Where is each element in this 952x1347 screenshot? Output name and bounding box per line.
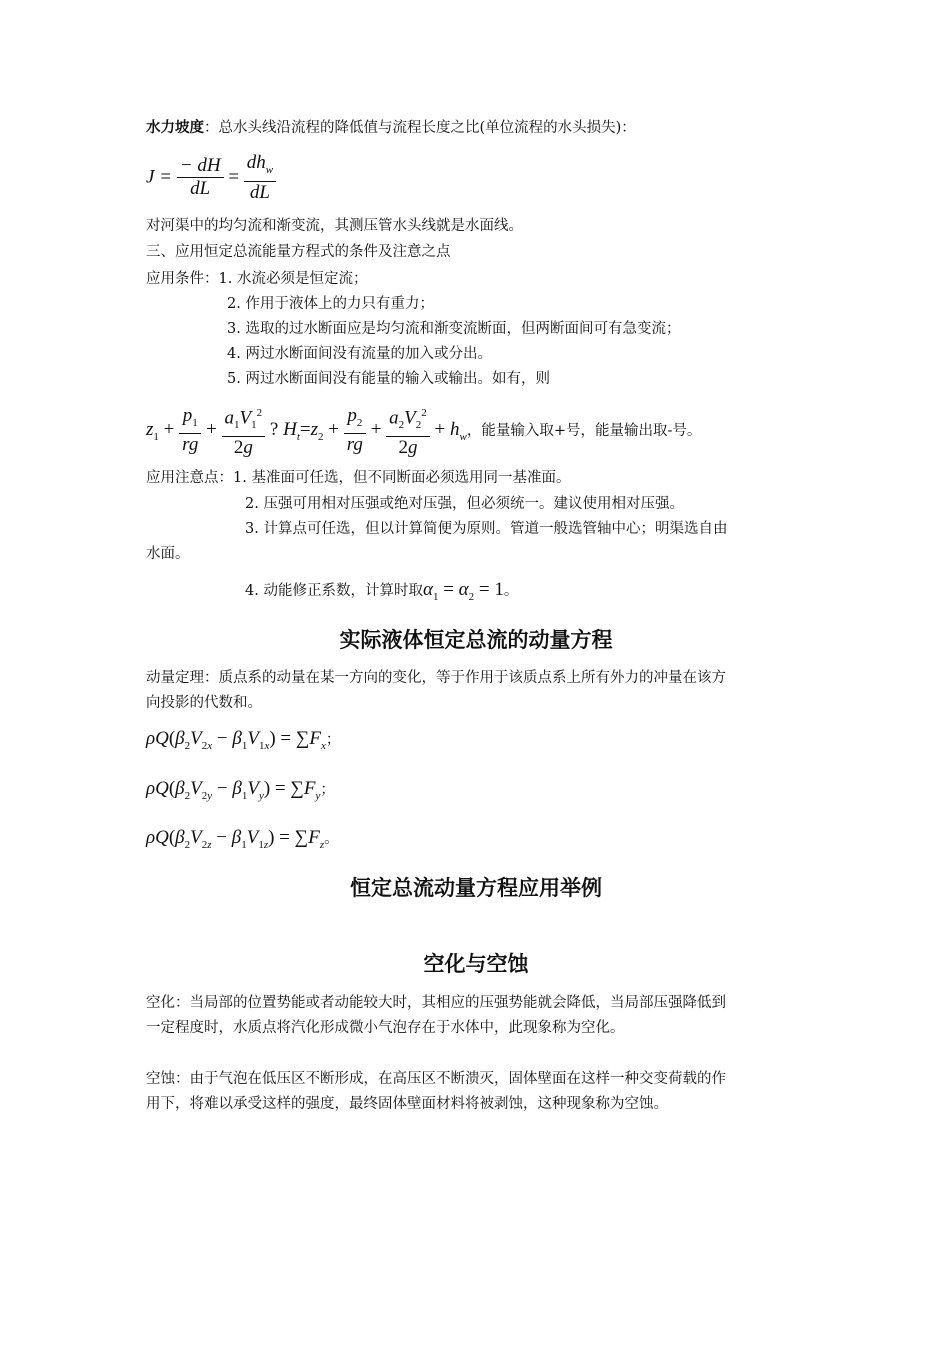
heading-momentum-equation: 实际液体恒定总流的动量方程 (339, 628, 613, 652)
note-item-3-cont: 水面。 (146, 546, 190, 562)
term-hydraulic-gradient: 水力坡度 (146, 119, 204, 136)
cavitation-erosion-line-2: 用下，将难以承受这样的强度，最终固体壁面材料将被剥蚀，这种现象称为空蚀。 (146, 1096, 668, 1112)
condition-item-3: 3. 选取的过水断面应是均匀流和渐变流断面，但两断面间可有急变流； (227, 321, 681, 337)
condition-item-5: 5. 两过水断面间没有能量的输入或输出。如有，则 (227, 371, 550, 387)
eq1-num2-sub: w (265, 163, 274, 176)
note-item-2: 2. 压强可用相对压强或绝对压强，但必须统一。建议使用相对压强。 (245, 496, 684, 512)
eq1-num2: dh (246, 152, 266, 173)
eq1-den1: dL (190, 178, 211, 200)
eq1-fraction-1 (177, 155, 224, 200)
energy-equation: $z_1$ + $\frac{p_1}{rg}$ + $\frac{a_1V_1^2}{2g}$ ? $H_t=z_2$ + $\frac{p_2}{rg}$ + $\frac{a_2V_2^2}{2g}$ + $h_w$，能量输入取+号，能量输出取-号。 (146, 402, 701, 459)
section-three-title: 三、应用恒定总流能量方程式的条件及注意之点 (146, 244, 451, 260)
eq1-lhs: J = (146, 166, 173, 188)
eq1-num1: − dH (177, 155, 224, 178)
condition-item-2: 2. 作用于液体上的力只有重力； (227, 296, 434, 312)
cavitation-line-1: 空化：当局部的位置势能或者动能较大时，其相应的压强势能就会降低，当局部压强降低到 (146, 995, 726, 1011)
note-item-4-text: 4. 动能修正系数，计算时取 (245, 583, 423, 599)
note-item-4: 4. 动能修正系数，计算时取$\alpha_1 = \alpha_2 = 1$。 (245, 579, 519, 603)
condition-item-4: 4. 两过水断面间没有流量的加入或分出。 (227, 346, 492, 362)
water-surface-line-paragraph: 对河渠中的均匀流和渐变流，其测压管水头线就是水面线。 (146, 218, 523, 234)
energy-equation-note: ，能量输入取+号，能量输出取-号。 (466, 422, 702, 439)
momentum-theorem-line-2: 向投影的代数和。 (146, 695, 262, 711)
heading-momentum-examples: 恒定总流动量方程应用举例 (350, 876, 602, 900)
momentum-theorem-line-1: 动量定理：质点系的动量在某一方向的变化，等于作用于该质点系上所有外力的冲量在该方 (146, 670, 726, 686)
cavitation-line-2: 一定程度时，水质点将汽化形成微小气泡存在于水体中，此现象称为空化。 (146, 1020, 625, 1036)
cavitation-erosion-line-1: 空蚀：由于气泡在低压区不断形成，在高压区不断溃灭，固体壁面在这样一种交变荷载的作 (146, 1071, 726, 1087)
hydraulic-gradient-paragraph (146, 118, 636, 138)
conditions-lead: 应用条件：1. 水流必须是恒定流； (146, 271, 368, 287)
momentum-equation-z: $\rho Q(\beta_2V_{2z} - \beta_1V_{1z}) = \sum F_z$。 (146, 827, 339, 851)
note-item-3: 3. 计算点可任选，但以计算简便为原则。管道一般选管轴中心；明渠选自由 (245, 521, 728, 537)
heading-cavitation: 空化与空蚀 (423, 952, 529, 976)
hydraulic-gradient-equation (146, 152, 276, 204)
term-colon: ： (204, 120, 219, 136)
eq1-den2: dL (249, 181, 270, 203)
eq1-equals: = (228, 166, 240, 188)
eq1-fraction-2 (244, 152, 276, 204)
momentum-equation-y: $\rho Q(\beta_2V_{2y} - \beta_1V_y) = \sum F_y$； (146, 778, 335, 802)
hydraulic-gradient-definition: 总水头线沿流程的降低值与流程长度之比(单位流程的水头损失)： (218, 120, 636, 136)
notes-lead: 应用注意点：1. 基准面可任选，但不同断面必须选用同一基准面。 (146, 470, 571, 486)
momentum-equation-x: $\rho Q(\beta_2V_{2x} - \beta_1V_{1x}) = \sum F_x$； (146, 728, 341, 752)
